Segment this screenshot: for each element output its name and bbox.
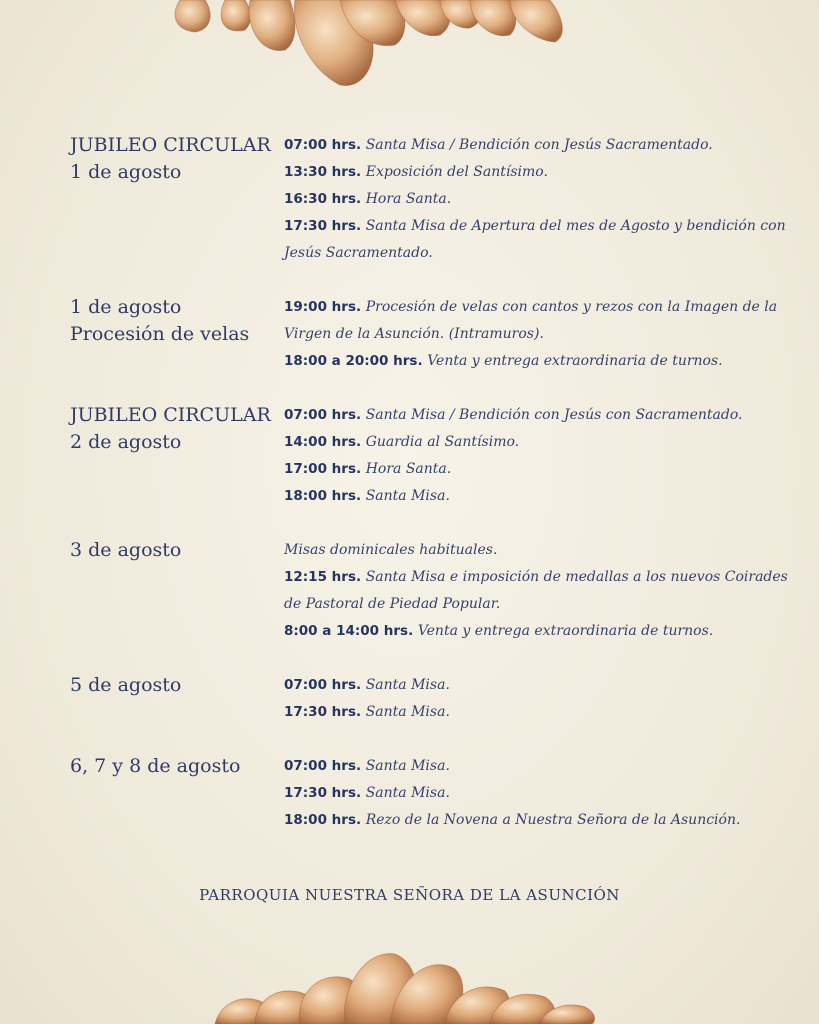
entries	[284, 672, 790, 726]
entry	[284, 564, 790, 618]
entry-time: 07:00 hrs.	[284, 407, 362, 423]
day-date: 2 de agosto	[70, 431, 182, 453]
entry-time: 18:00 hrs.	[284, 812, 362, 828]
entry-time: 12:15 hrs.	[284, 569, 362, 585]
schedule-block-jubileo-1	[70, 132, 790, 267]
entry	[284, 672, 790, 699]
petal	[470, 0, 516, 36]
day-label	[70, 537, 284, 645]
schedule-block-5-agosto	[70, 672, 790, 726]
entry-desc: Misas dominicales habituales.	[284, 542, 498, 558]
floral-ornament-bottom	[0, 929, 819, 1024]
entry-desc: Rezo de la Novena a Nuestra Señora de la Asunción.	[365, 812, 741, 828]
entry-time: 07:00 hrs.	[284, 758, 362, 774]
entry	[284, 699, 790, 726]
day-date: 1 de agosto	[70, 161, 182, 183]
day-title: JUBILEO CIRCULAR	[70, 404, 271, 426]
entry-desc: Santa Misa / Bendición con Jesús con Sacramentado.	[365, 407, 743, 423]
day-date: 6, 7 y 8 de agosto	[70, 755, 241, 777]
schedule	[70, 132, 790, 834]
day-date: 1 de agosto	[70, 296, 182, 318]
day-label	[70, 402, 284, 510]
entry-time: 18:00 hrs.	[284, 488, 362, 504]
entry	[284, 294, 790, 348]
petal	[510, 0, 562, 42]
petal	[249, 0, 295, 51]
entry-time: 07:00 hrs.	[284, 137, 362, 153]
floral-ornament-top	[0, 0, 819, 100]
entry-time: 07:00 hrs.	[284, 677, 362, 693]
entry-time: 17:30 hrs.	[284, 704, 362, 720]
entry-time: 14:00 hrs.	[284, 434, 362, 450]
entries	[284, 537, 790, 645]
entry	[284, 753, 790, 780]
entry-desc: Santa Misa e imposición de medallas a los nuevos Coirades de Pastoral de Piedad Popular.	[284, 569, 788, 612]
entry-desc: Guardia al Santísimo.	[365, 434, 520, 450]
entry	[284, 780, 790, 807]
entry-desc: Santa Misa.	[365, 785, 450, 801]
entry	[284, 618, 790, 645]
entries	[284, 402, 790, 510]
entry	[284, 348, 790, 375]
entry-desc: Venta y entrega extraordinaria de turnos.	[417, 623, 714, 639]
entry-time: 17:00 hrs.	[284, 461, 362, 477]
entries	[284, 132, 790, 267]
entry-desc: Santa Misa.	[365, 677, 450, 693]
entry	[284, 429, 790, 456]
entry-time: 17:30 hrs.	[284, 785, 362, 801]
entry	[284, 402, 790, 429]
entry-desc: Santa Misa de Apertura del mes de Agosto y bendición con Jesús Sacramentado.	[284, 218, 786, 261]
entry-time: 18:00 a 20:00 hrs.	[284, 353, 423, 369]
entry-desc: Exposición del Santísimo.	[365, 164, 548, 180]
petal	[221, 0, 251, 31]
entry-desc: Hora Santa.	[365, 461, 452, 477]
entry	[284, 483, 790, 510]
entry	[284, 213, 790, 267]
entry-desc: Venta y entrega extraordinaria de turnos.	[427, 353, 723, 369]
entry-desc: Procesión de velas con cantos y rezos con la Imagen de la Virgen de la Asunción. (Intramuros).	[284, 299, 778, 342]
entry	[284, 186, 790, 213]
entry	[284, 537, 790, 564]
day-date: 5 de agosto	[70, 674, 182, 696]
schedule-block-6-8-agosto	[70, 753, 790, 834]
entry-desc: Santa Misa.	[365, 704, 450, 720]
entry-time: 19:00 hrs.	[284, 299, 362, 315]
day-label	[70, 753, 284, 834]
petal	[175, 0, 210, 32]
day-label	[70, 672, 284, 726]
entry-desc: Hora Santa.	[365, 191, 452, 207]
entry-time: 13:30 hrs.	[284, 164, 362, 180]
schedule-block-3-agosto	[70, 537, 790, 645]
day-label	[70, 294, 284, 375]
entry	[284, 456, 790, 483]
entry	[284, 807, 790, 834]
entry	[284, 132, 790, 159]
day-date: 3 de agosto	[70, 539, 182, 561]
entry-time: 16:30 hrs.	[284, 191, 362, 207]
schedule-block-jubileo-2	[70, 402, 790, 510]
entries	[284, 753, 790, 834]
entries	[284, 294, 790, 375]
schedule-block-procesion	[70, 294, 790, 375]
day-title: Procesión de velas	[70, 323, 250, 345]
entry-desc: Santa Misa.	[365, 758, 450, 774]
entry-desc: Santa Misa.	[365, 488, 450, 504]
day-label	[70, 132, 284, 267]
entry-time: 8:00 a 14:00 hrs.	[284, 623, 414, 639]
entry-desc: Santa Misa / Bendición con Jesús Sacramentado.	[365, 137, 713, 153]
entry-time: 17:30 hrs.	[284, 218, 362, 234]
day-title: JUBILEO CIRCULAR	[70, 134, 271, 156]
entry	[284, 159, 790, 186]
parish-name: PARROQUIA NUESTRA SEÑORA DE LA ASUNCIÓN	[199, 886, 620, 904]
